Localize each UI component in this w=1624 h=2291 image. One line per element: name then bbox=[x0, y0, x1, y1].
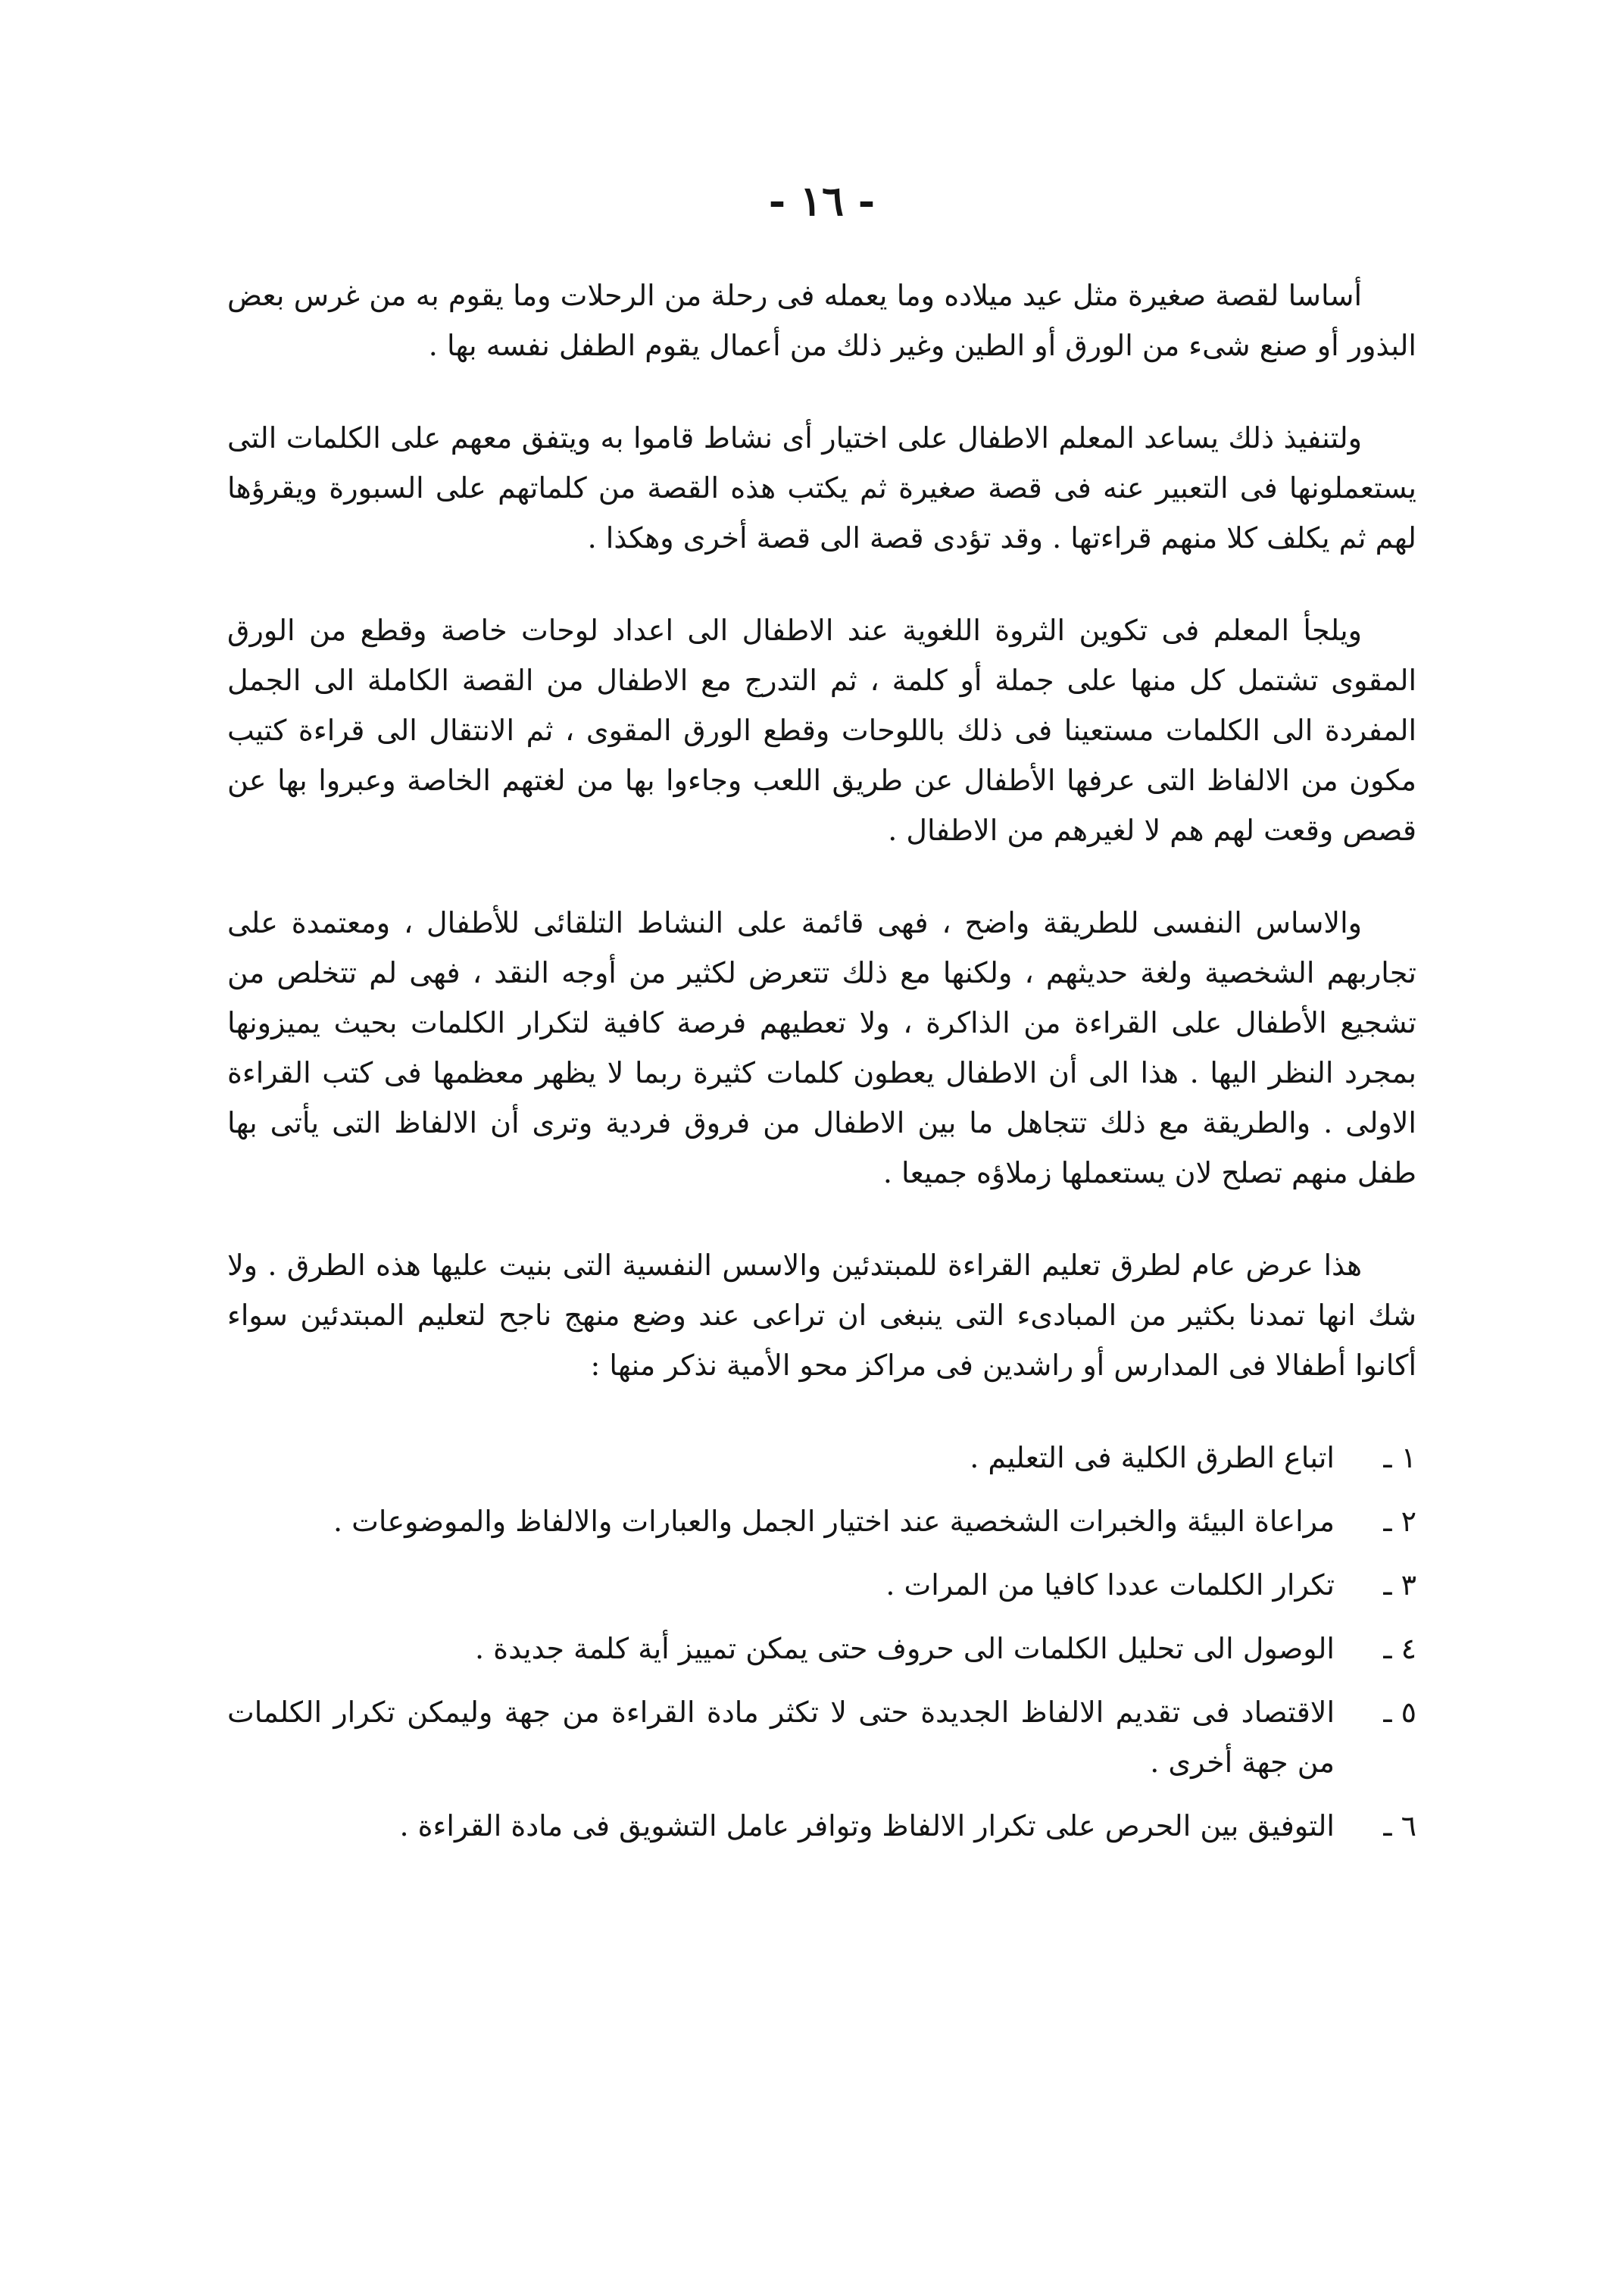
page-number: - ١٦ - bbox=[768, 177, 876, 225]
list-item-5 bbox=[227, 1687, 1416, 1787]
principles-list bbox=[227, 1433, 1416, 1851]
list-item-1 bbox=[227, 1433, 1416, 1483]
paragraph-4: والاساس النفسى للطريقة واضح ، فهى قائمة على النشاط التلقائى للأطفال ، ومعتمدة على تجاربهم الشخصية ولغة حديثهم ، ولكنها مع ذلك تتعرض لكثير من أوجه النقد ، فهى لم تتخلص من تشجيع الأطفال على القراءة من الذاكرة ، ولا تعطيهم فرصة كافية لتكرار الكلمات بحيث يميزونها بمجرد النظر اليها . هذا الى أن الاطفال يعطون كلمات كثيرة ربما لا يظهر معظمها فى كتب القراءة الاولى . والطريقة مع ذلك تتجاهل ما بين الاطفال من فروق فردية وترى أن الالفاظ التى يأتى بها طفل منهم تصلح لان يستعملها زملاؤه جميعا . bbox=[227, 906, 1416, 1189]
paragraph-3: ويلجأ المعلم فى تكوين الثروة اللغوية عند الاطفال الى اعداد لوحات خاصة وقطع من الورق المقوى تشتمل كل منها على جملة أو كلمة ، ثم التدرج مع الاطفال من القصة الكاملة الى الجمل المفردة الى الكلمات مستعينا فى ذلك باللوحات وقطع الورق المقوى ، ثم الانتقال الى قراءة كتيب مكون من الالفاظ التى عرفها الأطفال عن طريق اللعب وجاءوا بها من لغتهم الخاصة وعبروا بها عن قصص وقعت لهم هم لا لغيرهم من الاطفال . bbox=[227, 614, 1416, 847]
list-item-number: ٥ ـ bbox=[1383, 1696, 1416, 1729]
list-item-number: ٤ ـ bbox=[1383, 1632, 1416, 1665]
list-item-6 bbox=[227, 1801, 1416, 1851]
paragraph-2: ولتنفيذ ذلك يساعد المعلم الاطفال على اختيار أى نشاط قاموا به ويتفق معهم على الكلمات التى يستعملونها فى التعبير عنه فى قصة صغيرة ثم يكتب هذه القصة من كلماتهم على السبورة ويقرؤها لهم ثم يكلف كلا منهم قراءتها . وقد تؤدى قصة الى قصة أخرى وهكذا . bbox=[227, 421, 1416, 555]
list-item-text: تكرار الكلمات عددا كافيا من المرات . bbox=[885, 1568, 1335, 1602]
list-item-4 bbox=[227, 1624, 1416, 1674]
list-item-text: مراعاة البيئة والخبرات الشخصية عند اختيار الجمل والعبارات والالفاظ والموضوعات . bbox=[333, 1505, 1335, 1538]
list-item-text: الوصول الى تحليل الكلمات الى حروف حتى يمكن تمييز أية كلمة جديدة . bbox=[475, 1632, 1335, 1665]
list-item-text: اتباع الطرق الكلية فى التعليم . bbox=[970, 1441, 1335, 1474]
list-item-text: الاقتصاد فى تقديم الالفاظ الجديدة حتى لا تكثر مادة القراءة من جهة وليمكن تكرار الكلمات من جهة أخرى . bbox=[227, 1696, 1335, 1779]
list-item-3 bbox=[227, 1560, 1416, 1610]
paragraph-5: هذا عرض عام لطرق تعليم القراءة للمبتدئين والاسس النفسية التى بنيت عليها هذه الطرق . ولا شك انها تمدنا بكثير من المبادىء التى ينبغى ان تراعى عند وضع منهج ناجح لتعليم المبتدئين سواء أكانوا أطفالا فى المدارس أو راشدين فى مراكز محو الأمية نذكر منها : bbox=[227, 1249, 1416, 1382]
paragraph-1: أساسا لقصة صغيرة مثل عيد ميلاده وما يعمله فى رحلة من الرحلات وما يقوم به من غرس بعض البذور أو صنع شىء من الورق أو الطين وغير ذلك من أعمال يقوم الطفل نفسه بها . bbox=[227, 279, 1416, 362]
list-item-number: ٦ ـ bbox=[1383, 1809, 1416, 1842]
list-item-text: التوفيق بين الحرص على تكرار الالفاظ وتوافر عامل التشويق فى مادة القراءة . bbox=[399, 1809, 1335, 1842]
list-item-number: ٣ ـ bbox=[1383, 1568, 1416, 1602]
list-item-number: ٢ ـ bbox=[1383, 1505, 1416, 1538]
document-page bbox=[227, 170, 1416, 1864]
list-item-2 bbox=[227, 1496, 1416, 1546]
list-item-number: ١ ـ bbox=[1383, 1441, 1416, 1474]
